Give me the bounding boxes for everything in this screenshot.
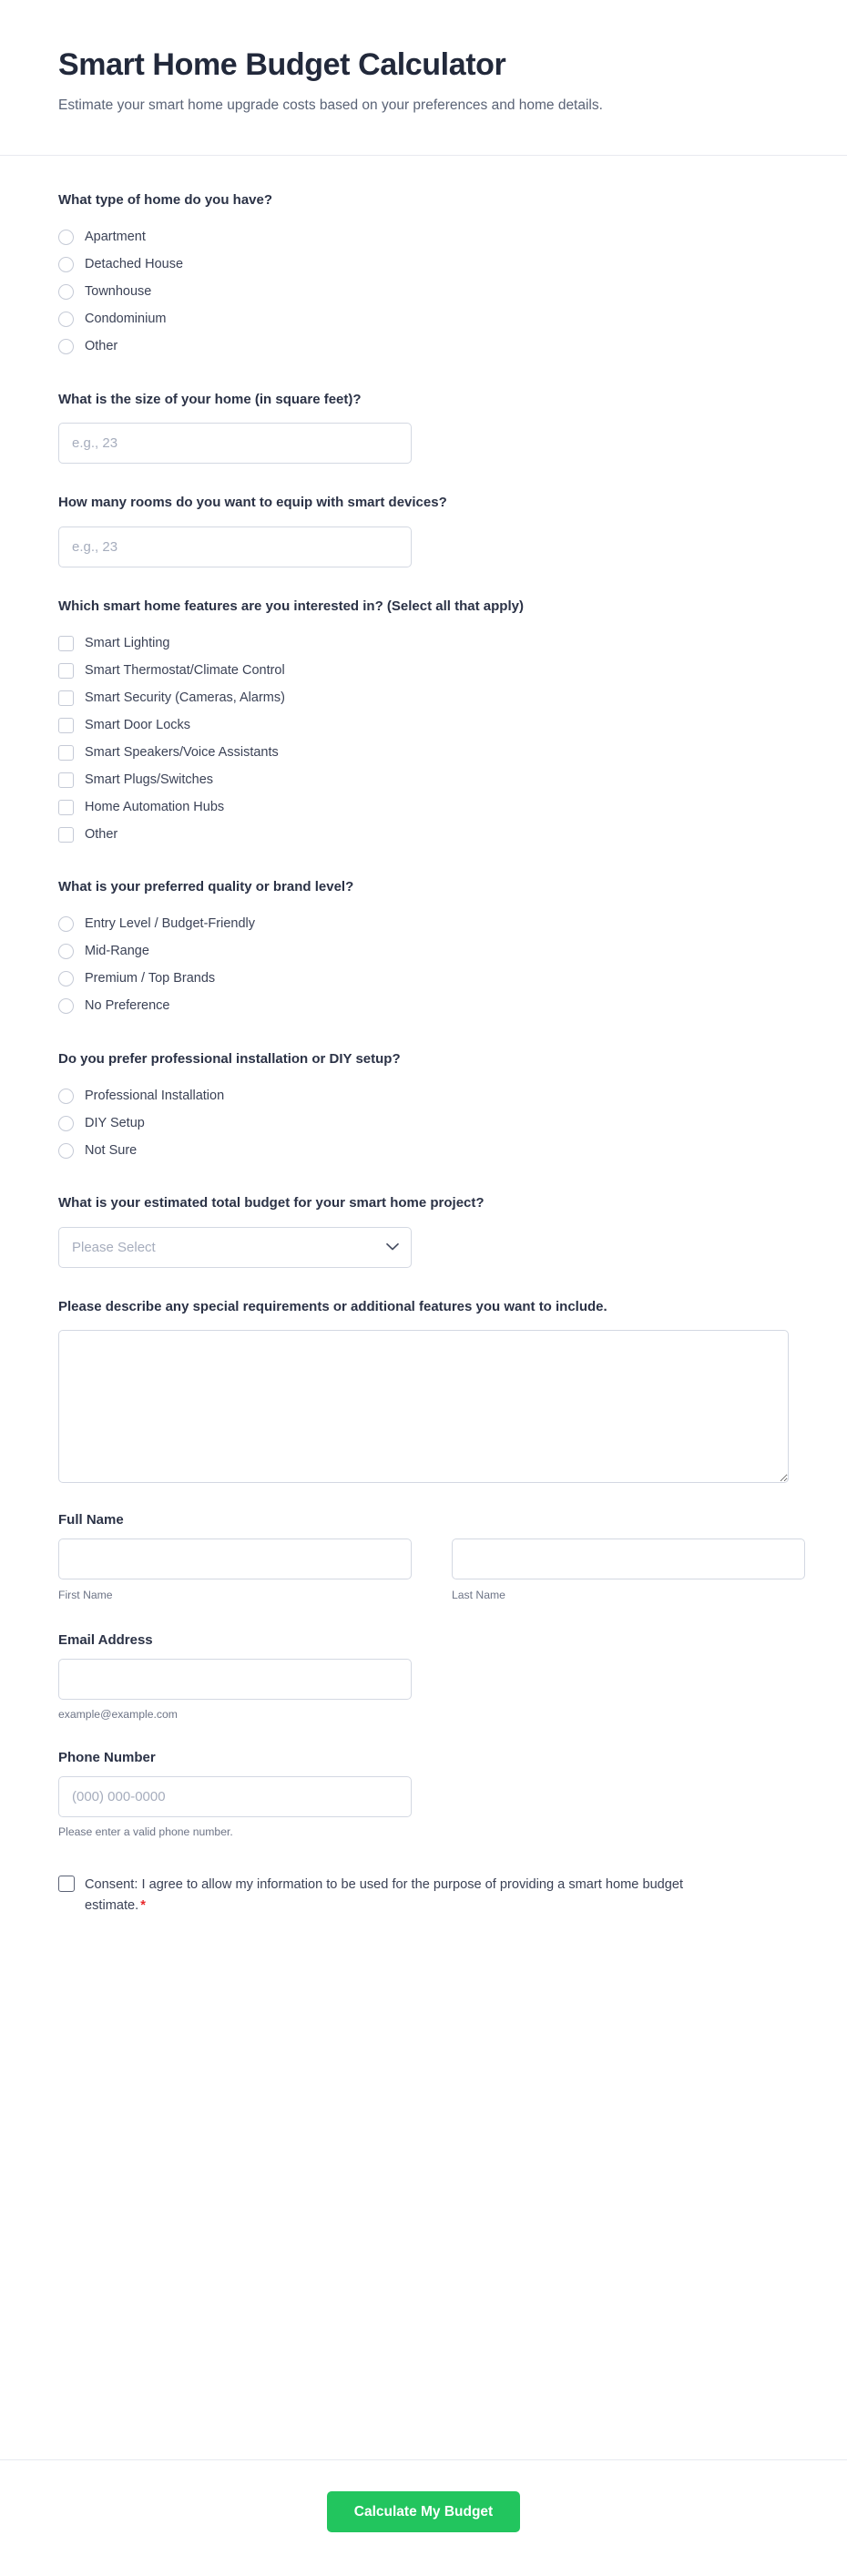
special-requirements-textarea[interactable] — [58, 1330, 789, 1483]
checkbox-icon[interactable] — [58, 636, 74, 651]
radio-icon[interactable] — [58, 971, 74, 986]
radio-option-label: DIY Setup — [85, 1115, 145, 1130]
question-special-requirements-label: Please describe any special requirements or additional features you want to include. — [58, 1298, 607, 1314]
question-quality — [58, 877, 789, 1020]
question-installation — [58, 1049, 789, 1165]
checkbox-option-label: Smart Lighting — [85, 635, 170, 650]
checkbox-option-label: Smart Speakers/Voice Assistants — [85, 744, 279, 760]
radio-option-label: Detached House — [85, 257, 184, 272]
radio-option-townhouse[interactable] — [58, 279, 789, 306]
radio-option-diy-setup[interactable] — [58, 1109, 789, 1137]
checkbox-icon[interactable] — [58, 827, 74, 843]
radio-icon[interactable] — [58, 944, 74, 959]
radio-option-apartment[interactable] — [58, 224, 789, 251]
calculate-my-budget-button[interactable]: Calculate My Budget — [327, 2491, 520, 2533]
email-label: Email Address — [58, 1632, 153, 1649]
checkbox-option-smart-thermostat[interactable] — [58, 657, 789, 684]
full-name-label: Full Name — [58, 1512, 124, 1528]
checkbox-icon[interactable] — [58, 718, 74, 733]
checkbox-option-smart-speakers[interactable] — [58, 739, 789, 766]
form-footer — [0, 2459, 847, 2576]
radio-option-label: Townhouse — [85, 284, 152, 300]
last-name-input[interactable] — [452, 1538, 805, 1579]
checkbox-icon[interactable] — [58, 800, 74, 815]
radio-option-not-sure[interactable] — [58, 1137, 789, 1164]
question-features-label: Which smart home features are you interested in? (Select all that apply) — [58, 598, 524, 614]
radio-option-label: Mid-Range — [85, 944, 149, 959]
checkbox-option-smart-lighting[interactable] — [58, 629, 789, 657]
first-name-hint: First Name — [58, 1589, 113, 1602]
question-special-requirements — [58, 1297, 789, 1484]
consent-label — [85, 1875, 732, 1916]
question-quality-label: What is your preferred quality or brand level? — [58, 879, 354, 895]
radio-icon[interactable] — [58, 230, 74, 245]
consent-row[interactable] — [58, 1875, 732, 1916]
phone-label: Phone Number — [58, 1750, 156, 1766]
required-marker: * — [140, 1897, 146, 1913]
field-email — [58, 1632, 789, 1721]
full-name-row — [58, 1538, 789, 1603]
radio-icon[interactable] — [58, 1116, 74, 1131]
checkbox-icon[interactable] — [58, 663, 74, 679]
budget-select-value: Please Select — [72, 1239, 156, 1255]
question-home-type-label: What type of home do you have? — [58, 192, 273, 209]
checkbox-option-smart-door-locks[interactable] — [58, 711, 789, 739]
checkbox-option-other[interactable] — [58, 821, 789, 848]
radio-icon[interactable] — [58, 312, 74, 327]
budget-select[interactable] — [58, 1227, 412, 1268]
rooms-input[interactable] — [58, 526, 412, 567]
field-full-name — [58, 1512, 789, 1603]
radio-option-label: No Preference — [85, 998, 170, 1014]
last-name-column — [452, 1538, 805, 1603]
question-budget-label: What is your estimated total budget for your smart home project? — [58, 1195, 485, 1211]
radio-option-label: Premium / Top Brands — [85, 971, 216, 986]
checkbox-icon[interactable] — [58, 745, 74, 761]
radio-option-label: Professional Installation — [85, 1088, 225, 1103]
radio-option-label: Not Sure — [85, 1142, 138, 1158]
radio-option-no-preference[interactable] — [58, 993, 789, 1020]
checkbox-option-label: Smart Door Locks — [85, 717, 191, 732]
radio-option-label: Apartment — [85, 230, 146, 245]
question-home-type — [58, 190, 789, 361]
consent-checkbox-icon[interactable] — [58, 1876, 75, 1892]
checkbox-option-label: Smart Security (Cameras, Alarms) — [85, 690, 285, 705]
installation-option-list — [58, 1082, 789, 1164]
quality-option-list — [58, 911, 789, 1020]
checkbox-option-label: Smart Plugs/Switches — [85, 772, 214, 787]
radio-option-label: Other — [85, 339, 118, 354]
question-rooms — [58, 493, 789, 567]
page-subtitle: Estimate your smart home upgrade costs based on your preferences and home details. — [58, 97, 603, 114]
radio-icon[interactable] — [58, 998, 74, 1014]
radio-option-entry-level[interactable] — [58, 911, 789, 938]
form-header — [0, 0, 847, 156]
checkbox-option-smart-plugs[interactable] — [58, 766, 789, 793]
checkbox-option-label: Other — [85, 826, 118, 842]
features-option-list — [58, 629, 789, 848]
budget-select-wrapper — [58, 1227, 412, 1268]
phone-input[interactable] — [58, 1776, 412, 1817]
radio-icon[interactable] — [58, 284, 74, 300]
phone-hint: Please enter a valid phone number. — [58, 1825, 233, 1839]
first-name-input[interactable] — [58, 1538, 412, 1579]
page-title: Smart Home Budget Calculator — [58, 47, 506, 82]
radio-option-premium[interactable] — [58, 966, 789, 993]
question-features — [58, 597, 789, 849]
question-home-size — [58, 390, 789, 465]
question-budget — [58, 1193, 789, 1268]
last-name-hint: Last Name — [452, 1589, 505, 1602]
radio-icon[interactable] — [58, 1143, 74, 1159]
radio-icon[interactable] — [58, 1089, 74, 1104]
checkbox-icon[interactable] — [58, 690, 74, 706]
email-field[interactable] — [58, 1659, 412, 1700]
radio-icon[interactable] — [58, 339, 74, 354]
question-home-size-label: What is the size of your home (in square feet)? — [58, 391, 362, 407]
email-hint: example@example.com — [58, 1708, 178, 1722]
radio-icon[interactable] — [58, 916, 74, 932]
home-type-option-list — [58, 224, 789, 361]
radio-option-condominium[interactable] — [58, 306, 789, 333]
checkbox-option-label: Smart Thermostat/Climate Control — [85, 662, 285, 678]
checkbox-option-home-automation-hubs[interactable] — [58, 793, 789, 821]
radio-option-detached-house[interactable] — [58, 251, 789, 279]
checkbox-option-label: Home Automation Hubs — [85, 799, 225, 814]
home-size-input[interactable] — [58, 423, 412, 464]
question-rooms-label: How many rooms do you want to equip with smart devices? — [58, 495, 447, 511]
radio-option-mid-range[interactable] — [58, 938, 789, 966]
radio-icon[interactable] — [58, 257, 74, 272]
radio-option-other[interactable] — [58, 333, 789, 361]
radio-option-label: Entry Level / Budget-Friendly — [85, 916, 255, 932]
checkbox-option-smart-security[interactable] — [58, 684, 789, 711]
field-phone — [58, 1750, 789, 1838]
form-body — [0, 156, 847, 2458]
radio-option-label: Condominium — [85, 312, 167, 327]
radio-option-professional-installation[interactable] — [58, 1082, 789, 1109]
question-installation-label: Do you prefer professional installation or DIY setup? — [58, 1050, 401, 1067]
checkbox-icon[interactable] — [58, 772, 74, 788]
consent-text: Consent: I agree to allow my information to be used for the purpose of providing a smart home budget estimate. — [85, 1877, 684, 1913]
first-name-column — [58, 1538, 412, 1603]
